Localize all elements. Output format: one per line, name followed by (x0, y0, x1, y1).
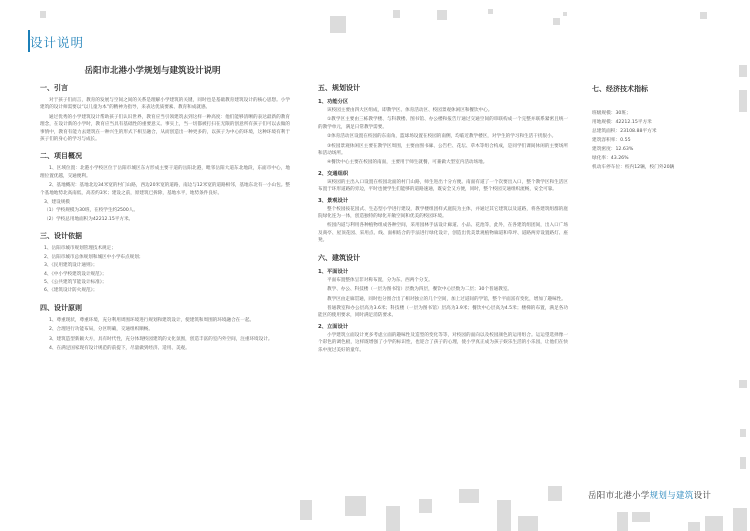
document-title: 岳阳市北港小学规划与建筑设计说明 (84, 66, 221, 76)
section-architecture (318, 253, 568, 354)
decor-block (739, 90, 747, 112)
list-item: 2、岳阳市城市总体规划和城区中小学布点规划； (44, 254, 144, 260)
section-basis (40, 231, 290, 294)
section-heading: 六、建筑设计 (318, 253, 360, 262)
middle-column (318, 83, 568, 356)
paragraph: 校园内道与利用各种植物组成各种空间，采用园林手法设计廊道、小品、花池等，此外，在各建筑组团间，出入口广场及商亭、屋顶花园、采用点、线、面相结合的手法进行绿化设计，创造出优美景观植物廊道和草坪、道路两旁设置路灯、座凳。 (318, 223, 568, 244)
decor-block (488, 9, 493, 14)
decor-block (345, 496, 366, 516)
list-item: 6、《建筑设计防火规范》； (44, 288, 98, 294)
paragraph: 普通教室和办公层高为3.6米；科技楼（一层为图书馆）层高为3.9米；餐饮中心层高为4.5米；楼梯的布置，满足各功能区的使用要求，同时满足消防要求。 (318, 305, 568, 319)
subsection-heading: 2、立面设计 (318, 323, 349, 330)
economics-item: 班级规模：30班； (592, 111, 631, 116)
decor-block (632, 512, 650, 522)
list-item: 2、基地概况：基地北边34米宽的村门山路，西边20米宽的道路，南边与12米宽的道路相邻，基地东北有一小山包。整个基地地势北高南低，高差约3米；建设之前，原建筑已拆除，基地水平，地势条件良好。 (40, 183, 290, 196)
list-item: 3、建设规模 (44, 200, 70, 206)
section-heading: 三、设计依据 (40, 232, 82, 241)
footer-brand-part: 岳阳市北港小学 (588, 491, 650, 501)
paragraph: 通过优秀的小学建筑设计帮助孩子们认识世界，教育应当引领建筑去到这样一种高度：他们能够清晰的表达最新的教育理念，在设计新的小学时，教育应当具有基础性的重要意义。事实上，当一切都被打扫在无限的创意所有孩子们可以去做的事情中，教育有能力去建筑在一种兴生的形式下相互融合，从而创造出一种更多的，以孩子为中心的环境，这种环境有利于孩子们的身心的学习与成长。 (40, 114, 290, 143)
decor-block (733, 508, 747, 531)
section-heading: 四、设计原则 (40, 303, 82, 312)
paragraph: 教学、办公、科技楼（一层为图书馆）层数为四层，餐饮中心层数为二层；30个普通教室。 (327, 287, 513, 293)
list-item: 2、合理进行功能布局，分区明确，交通组织顺畅。 (49, 327, 153, 333)
decor-block (419, 499, 432, 513)
decor-block (300, 500, 312, 520)
decor-block (740, 429, 746, 437)
economics-item: 绿化率：43.26% (592, 156, 629, 161)
left-column (40, 83, 290, 354)
decor-block (437, 10, 447, 20)
decor-block (700, 12, 707, 19)
economics-item: 用地规模：42212.15平方米 (592, 120, 652, 125)
decor-block (393, 10, 400, 18)
economics-item: 建筑容积率：0.55 (592, 138, 631, 143)
decor-block (330, 16, 346, 33)
footer-brand-part: 规划与建筑 (649, 491, 694, 501)
economics-item: 总建筑面积：23108.88平方米 (592, 129, 657, 134)
list-item: 3、《民用建筑设计通则》； (44, 263, 98, 269)
decor-block (563, 12, 567, 16)
paragraph: 对于孩子们而言，教育的发展与空间之间的关系是理解小学建筑的关键，同时也是基础教育建筑设计的核心思想。小学建筑的设计师需要以“以儿童为本”的精神为指导，来表达优质要素、教育和成就感。 (40, 98, 290, 111)
paragraph: 教学区由走廊贯通，同时也分围合出了相对独立的几个空间，加上过道间的学馆，整个平面富有变化，增加了趣味性。 (327, 296, 566, 302)
paragraph: ④餐饮中心主要在校园的南面，主要用于师生就餐，可兼做大型室内活动场地。 (327, 160, 488, 166)
paragraph: 整个校园按花园式、生态型小学进行建设，教学楼组团样式庭院为主体，并通过其它建筑以及道路，将各建筑组群的庭院绿化连为一体，创造独特的绿化开敞空间和优美的校园环境。 (318, 206, 568, 220)
decor-block (386, 506, 400, 531)
economics-heading: 七、经济技术指标 (592, 85, 648, 93)
list-item: 3、建筑造型新颖大方，具有时代性，充分体现校园建筑的文化氛围，创造丰富的室内外空间，注重环境设计。 (49, 336, 273, 342)
paragraph: 该校园的主出入口设置在校园北面的村门山路，师生进出十分方便。南面有道了一个次要出入口，整个教学区和生活区布置于环形道路的旁边，平时也便学生们能够的道路速通，既安全又方便，同时，整个校园交通组织流畅，安全可靠。 (318, 179, 568, 193)
footer-brand-part: 设计 (693, 491, 712, 501)
footer-brand (588, 489, 711, 501)
section-intro (40, 83, 290, 143)
paragraph: ①教学区主要由三栋教学楼、与科教楼、图书馆、办公楼和报告厅通过交通空间的串联构成一个完整并联系紧密且统一的教学单元，满足日常教学需要。 (318, 117, 568, 130)
subsection-heading: 1、功能分区 (318, 99, 349, 105)
economics-item: 机动车停车位：校内12辆，校门外20辆 (592, 165, 675, 170)
list-item: 4、在满足国家现有设计规范的前提下，尽量做到经济、适用、美观。 (49, 345, 190, 351)
paragraph: 该校园主要由四大区组成，即教学区、体育活动区、校园景观休闲区和餐饮中心。 (327, 108, 493, 113)
subsection-heading: 2、交通组织 (318, 170, 349, 177)
paragraph: 小学建筑立面设计更多考虑立面的趣味性及造型的变化等等，对校园的面向以及校园颜色的运用组合。运运望选择像一个彩色的调色板，这样既增强了小学的标识性，也迎合了孩子的心理，使小学真正成为孩子娱乐生活的小乐园，让他们在快乐中度过美好的童年。 (318, 332, 568, 353)
section-heading: 二、项目概况 (40, 152, 82, 161)
list-item: 4、《中小学校建筑设计规范》； (44, 271, 107, 277)
page-title: 设计说明 (30, 35, 85, 50)
list-item: （1）学校规模为30班，在校学生约2500人。 (44, 208, 138, 214)
paragraph: ③校园景观休闲区主要在教学区周围，主要由图书廊、公告栏、花坛、草木等组合构成，是同学们课间休闲的主要场所和活动场所。 (318, 143, 568, 157)
subsection-heading: 3、景观设计 (318, 197, 349, 204)
decor-block (548, 486, 562, 501)
paragraph: ②体育活动区设置在校园的东南角，篮球场设置在校园的南侧，均临近教学楼区，对学生的学习和生活干扰很小。 (327, 134, 557, 140)
list-item: 5、《公共建筑节能设计标准》； (44, 279, 107, 285)
list-item: 1、区域位置：北港小学校区位于岳阳市城区东方形成主要干道的岳阳北港，毗邻岳阳大道东北地段，东面市中心，地理位置优越，交通便利。 (40, 166, 290, 179)
economics-item: 建筑密度：12.63% (592, 147, 634, 152)
decor-block (497, 500, 511, 531)
list-item: 1、尊重现状，尊重环境，充分利用周围环境进行规划和建筑设计，使建筑和周围的环境融合在一起。 (49, 317, 255, 323)
decor-block (740, 457, 746, 469)
paragraph: 平面布置整体呈非对称布置，分为东、西两个分支。 (327, 277, 433, 283)
section-overview (40, 151, 290, 223)
decor-block (553, 18, 560, 25)
subsection-heading: 1、平面设计 (318, 268, 349, 275)
decor-block (739, 380, 747, 388)
decor-block (617, 512, 628, 531)
list-item: （2）学校总用地面积为42212.15平方米。 (44, 216, 134, 222)
section-heading: 一、引言 (40, 84, 68, 92)
decor-block (459, 489, 479, 503)
list-item: 1、岳阳市城市规划管理技术规定； (44, 246, 116, 252)
decor-block (518, 516, 538, 531)
section-heading: 五、规划设计 (318, 84, 360, 92)
decor-block (688, 522, 700, 531)
section-planning (318, 83, 568, 245)
decor-block (705, 516, 723, 531)
section-principles (40, 303, 290, 353)
decor-block (40, 11, 46, 18)
economics-list (592, 110, 712, 173)
decor-block (739, 65, 747, 77)
